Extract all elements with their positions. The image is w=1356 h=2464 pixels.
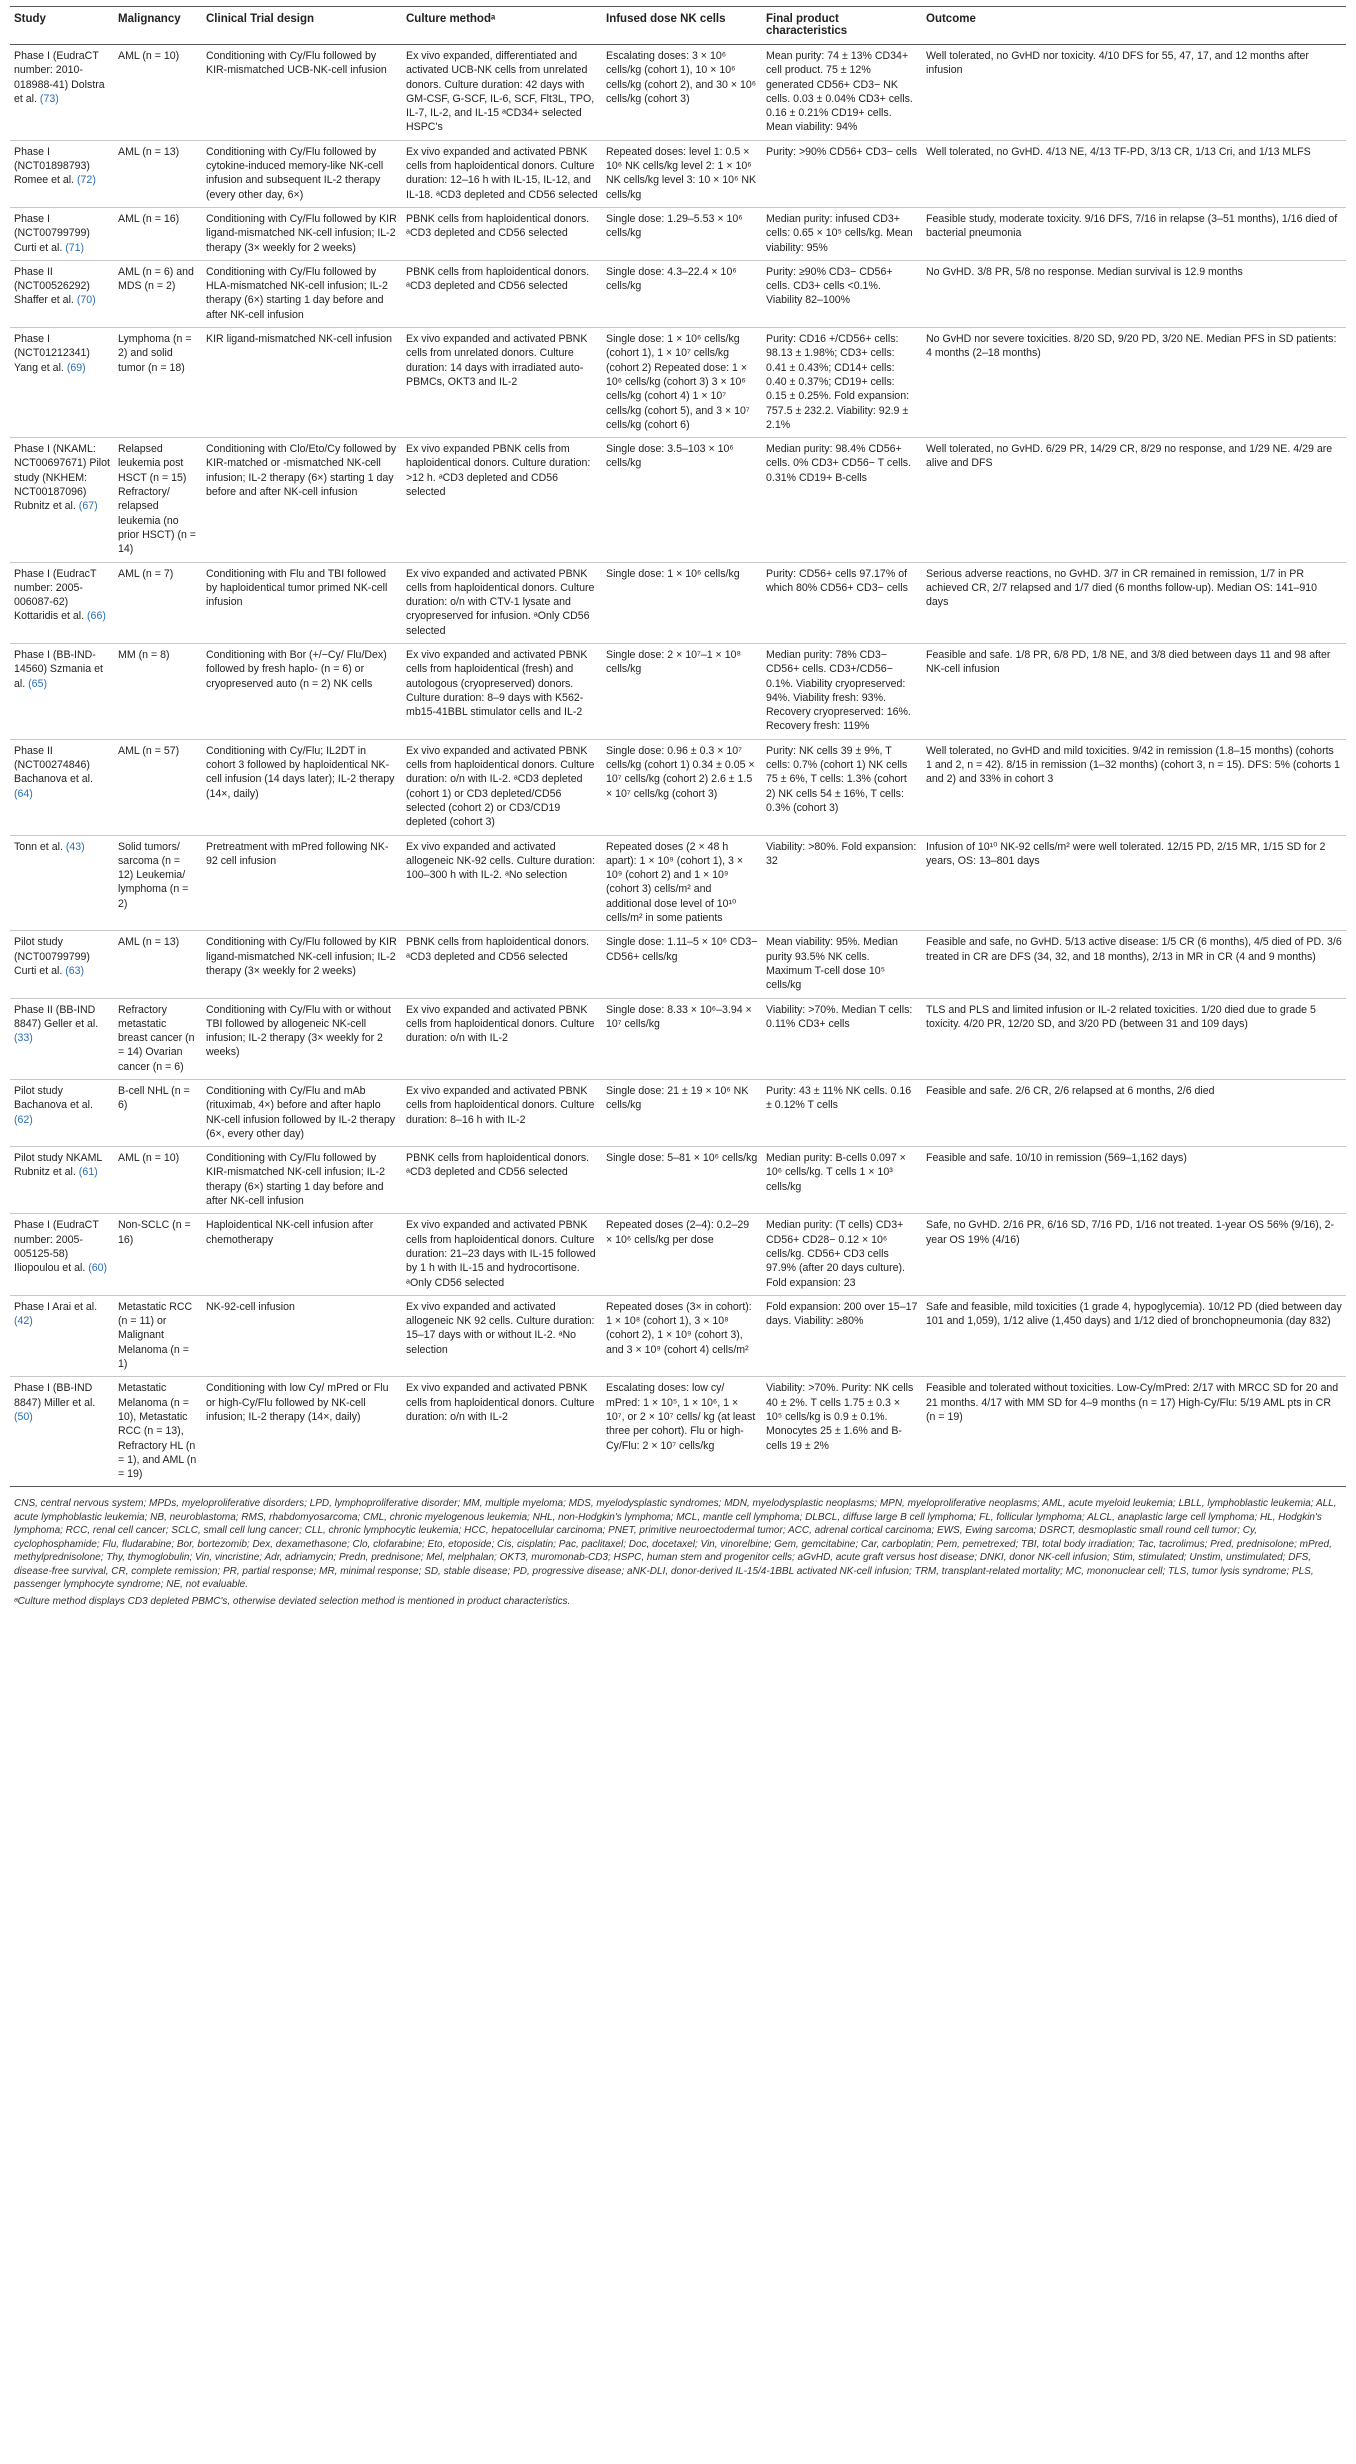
cell-malignancy-text: AML (n = 57) — [118, 744, 180, 757]
table-row — [10, 1214, 1346, 1295]
cell-culture — [402, 260, 602, 327]
table-row — [10, 1080, 1346, 1147]
cell-product-text: Viability: >70%. Purity: NK cells 40 ± 2%. T cells 1.75 ± 0.3 × 10⁵ cells/kg is 0.9 ± 0.1%. Monocytes 25 ± 1.6% and B-cells 19 ± 2% — [766, 1382, 914, 1452]
table-footnotes — [10, 1487, 1346, 1608]
cell-culture — [402, 140, 602, 207]
cell-design-text: Conditioning with Clo/Eto/Cy followed by KIR-matched or -mismatched NK-cell infusion; IL-2 therapy (6×) starting 1 day before and after NK-cell infusion — [206, 443, 397, 499]
cell-malignancy — [114, 45, 202, 141]
cell-study — [10, 207, 114, 260]
table-row — [10, 998, 1346, 1079]
cell-outcome-text: Safe and feasible, mild toxicities (1 grade 4, hypoglycemia). 10/12 PD (died between day 101 and 1,059), 1/12 alive (1,450 days) and 1/12 died of bronchopneumonia (day 832) — [926, 1300, 1342, 1328]
cell-design — [202, 1377, 402, 1487]
cell-outcome-text: Feasible and tolerated without toxicities. Low-Cy/mPred: 2/17 with MRCC SD for 20 and 21 months. 4/17 with MM SD for 4–9 months (n = 17) High-Cy/Flu: 5/19 AML pts in CR (n = 19) — [926, 1382, 1339, 1423]
cell-study-text: Tonn et al. — [14, 840, 63, 853]
cell-study-text: Phase I (EudraCT number: 2005-005125-58) Iliopoulou et al. — [14, 1219, 99, 1275]
cell-dose-text: Single dose: 1.11–5 × 10⁶ CD3− CD56+ cells/kg — [606, 936, 758, 963]
cell-malignancy — [114, 1080, 202, 1147]
cell-design — [202, 45, 402, 141]
header-dose: Infused dose NK cells — [602, 7, 762, 45]
table-page — [10, 0, 1346, 1608]
cell-product — [762, 140, 922, 207]
cell-malignancy-text: AML (n = 10) — [118, 50, 180, 62]
cell-malignancy-text: Metastatic Melanoma (n = 10), Metastatic RCC (n = 13), Refractory HL (n = 1), and AML (n = 19) — [118, 1382, 197, 1481]
cell-outcome — [922, 45, 1346, 141]
footnote-a: ᵃCulture method displays CD3 depleted PBMC's, otherwise deviated selection method is mentioned in product characteristics. — [14, 1595, 571, 1607]
table-row — [10, 1377, 1346, 1487]
cell-outcome — [922, 1377, 1346, 1487]
cell-product — [762, 328, 922, 438]
reference-link[interactable]: (69) — [66, 361, 86, 374]
cell-study-text: Phase II (NCT00274846) Bachanova et al. — [14, 744, 93, 786]
cell-dose-text: Escalating doses: low cy/ mPred: 1 × 10⁵, 1 × 10⁶, 1 × 10⁷, or 2 × 10⁷ cells/ kg (at least three per cohort). Flu or high-Cy/Flu: 2 × 10⁷ cells/kg — [606, 1382, 756, 1452]
cell-product — [762, 643, 922, 739]
table-row — [10, 1147, 1346, 1214]
cell-product — [762, 1214, 922, 1295]
cell-design-text: Haploidentical NK-cell infusion after chemotherapy — [206, 1219, 374, 1246]
cell-outcome — [922, 1080, 1346, 1147]
cell-design — [202, 1147, 402, 1214]
cell-dose — [602, 260, 762, 327]
cell-culture-text: Ex vivo expanded, differentiated and activated UCB-NK cells from unrelated donors. Culture duration: 42 days with GM-CSF, G-SCF, IL-6, SCF, Flt3L, TPO, IL-7, IL-2, and IL-15 ᵃCD34+ selected HSPC's — [406, 50, 595, 134]
cell-design-text: Conditioning with Cy/Flu; IL2DT in cohort 3 followed by haploidentical NK-cell infusion (14 days later); IL-2 therapy (14×, daily) — [206, 744, 395, 800]
footnote-abbreviations: CNS, central nervous system; MPDs, myeloproliferative disorders; LPD, lymphoproliferative disorder; MM, multiple myeloma; MDS, myelodysplastic syndromes; MDN, myelodysplastic neoplasms; MPN, myeloproliferative neoplasms; AML, acute myeloid leukemia; LBLL, lymphoblastic leukemia; ALL, acute lymphoblastic leukemia; NB, neuroblastoma; RMS, rhabdomyosarcoma; CML, chronic myelogenous leukemia; NHL, non-Hodgkin's lymphoma; MCL, mantle cell lymphoma; DLBCL, diffuse large B cell lymphoma; FL, follicular lymphoma; ALCL, anaplastic large cell lymphoma; HL, Hodgkin's lymphoma; RCC, renal cell cancer; SCLC, small cell lung cancer; CLL, chronic lymphocytic leukemia; HCC, hepatocellular carcinoma; PNET, primitive neuroectodermal tumor; ACC, adrenal cortical carcinoma; EWS, Ewing sarcoma; DSRCT, desmoplastic small round cell tumor; Cy, cyclophosphamide; Flu, fludarabine; Bor, bortezomib; Dex, dexamethasone; Clo, clofarabine; Eto, etoposide; Cis, cisplatin; Pac, paclitaxel; Doc, docetaxel; Vin, vinorelbine; Gem, gemcitabine; Car, carboplatin; Pem, pemetrexed; TBI, total body irradiation; Tac, tacrolimus; Pred, prednisolone; mPred, methylprednisolone; Thy, thymoglobulin; Vin, vincristine; Adr, adriamycin; Predn, prednisone; Mel, melphalan; OKT3, muromonab-CD3; HSPC, human stem and progenitor cells; aGvHD, acute graft versus host disease; DNKI, donor NK-cell infusion; Stim, stimulated; Unstim, unstimulated; DFS, disease-free survival, CR, complete remission; PR, partial response; MR, minimal response; SD, stable disease; PD, progressive disease; aNK-DLI, donor-derived IL-15/4-1BBL activated NK-cell infusion; TRM, transplant-related mortality; MC, mononuclear cell; TLS, tumor lysis syndrome; PLS, passenger lymphocyte syndrome; NE, not evaluable. — [14, 1498, 1337, 1591]
cell-outcome — [922, 438, 1346, 562]
cell-study-text: Phase I (NCT01898793) Romee et al. — [14, 145, 90, 187]
cell-malignancy-text: AML (n = 6) and MDS (n = 2) — [118, 265, 194, 293]
cell-study-text: Phase I (NKAML: NCT00697671) Pilot study (NKHEM: NCT00187096) Rubnitz et al. — [14, 443, 110, 513]
cell-dose-text: Single dose: 3.5–103 × 10⁶ cells/kg — [606, 443, 734, 470]
cell-outcome — [922, 1147, 1346, 1214]
cell-dose — [602, 1377, 762, 1487]
table-row — [10, 835, 1346, 931]
reference-link[interactable]: (73) — [39, 92, 59, 105]
cell-study — [10, 260, 114, 327]
clinical-trials-table — [10, 6, 1346, 1487]
cell-culture-text: PBNK cells from haploidentical donors. ᵃCD3 depleted and CD56 selected — [406, 265, 590, 293]
cell-study-text: Phase I (NCT01212341) Yang et al. — [14, 333, 90, 374]
reference-link[interactable]: (50) — [14, 1410, 33, 1423]
reference-link[interactable]: (43) — [65, 840, 85, 853]
cell-malignancy-text: AML (n = 10) — [118, 1152, 180, 1165]
cell-design-text: Conditioning with Cy/Flu followed by KIR-mismatched UCB-NK-cell infusion — [206, 50, 387, 77]
cell-design — [202, 835, 402, 931]
cell-product-text: Purity: CD56+ cells 97.17% of which 80% CD56+ CD3− cells — [766, 567, 908, 594]
reference-link[interactable]: (61) — [78, 1166, 98, 1179]
cell-study — [10, 45, 114, 141]
reference-link[interactable]: (65) — [28, 677, 47, 690]
table-row — [10, 140, 1346, 207]
cell-study-text: Phase I (NCT00799799) Curti et al. — [14, 212, 90, 254]
cell-culture — [402, 1295, 602, 1376]
cell-design — [202, 1295, 402, 1376]
cell-product — [762, 562, 922, 643]
cell-dose — [602, 739, 762, 835]
cell-malignancy — [114, 438, 202, 562]
cell-malignancy-text: Non-SCLC (n = 16) — [118, 1219, 191, 1246]
cell-outcome-text: Safe, no GvHD. 2/16 PR, 6/16 SD, 7/16 PD, 1/16 not treated. 1-year OS 56% (9/16), 2-year OS 19% (4/16) — [926, 1219, 1335, 1246]
cell-dose — [602, 931, 762, 998]
cell-study — [10, 438, 114, 562]
cell-dose-text: Single dose: 0.96 ± 0.3 × 10⁷ cells/kg (cohort 1) 0.34 ± 0.05 × 10⁷ cells/kg (cohort 2) 2.6 ± 1.5 × 10⁷ cells/kg (cohort 3) — [606, 744, 755, 800]
cell-malignancy — [114, 1295, 202, 1376]
cell-product-text: Viability: >80%. Fold expansion: 32 — [766, 840, 917, 867]
cell-outcome — [922, 328, 1346, 438]
cell-product — [762, 45, 922, 141]
cell-culture — [402, 45, 602, 141]
reference-link[interactable]: (42) — [14, 1315, 33, 1328]
cell-malignancy — [114, 328, 202, 438]
cell-outcome-text: Well tolerated, no GvHD nor toxicity. 4/10 DFS for 55, 47, 17, and 12 months after infusion — [926, 50, 1309, 77]
cell-outcome — [922, 1295, 1346, 1376]
reference-link[interactable]: (33) — [14, 1032, 33, 1045]
cell-product — [762, 1295, 922, 1376]
cell-outcome — [922, 207, 1346, 260]
cell-culture-text: Ex vivo expanded and activated PBNK cells from haploidentical donors. Culture duration: 12–16 h with IL-15, IL-12, and IL-18. ᵃCD3 depleted and CD56 selected — [406, 145, 598, 201]
cell-product-text: Fold expansion: 200 over 15–17 days. Viability: ≥80% — [766, 1300, 918, 1328]
cell-culture-text: Ex vivo expanded and activated PBNK cells from haploidentical donors. Culture duration: 21–23 days with IL-15 followed by 1 h with IL-15 and hydrocortisone. ᵃOnly CD56 selected — [406, 1219, 596, 1289]
cell-design-text: Conditioning with Flu and TBI followed by haploidentical tumor primed NK-cell infusion — [206, 567, 388, 609]
cell-product — [762, 438, 922, 562]
cell-dose — [602, 207, 762, 260]
cell-malignancy — [114, 998, 202, 1079]
header-malignancy: Malignancy — [114, 7, 202, 45]
cell-dose-text: Escalating doses: 3 × 10⁶ cells/kg (cohort 1), 10 × 10⁶ cells/kg (cohort 2), and 30 × 10⁶ cells/kg (cohort 3) — [606, 50, 757, 105]
cell-malignancy — [114, 207, 202, 260]
cell-design-text: Pretreatment with mPred following NK-92 cell infusion — [206, 840, 389, 867]
cell-dose-text: Repeated doses (2–4): 0.2–29 × 10⁶ cells/kg per dose — [606, 1219, 750, 1246]
cell-dose — [602, 643, 762, 739]
cell-product-text: Purity: NK cells 39 ± 9%, T cells: 0.7% (cohort 1) NK cells 75 ± 6%, T cells: 1.3% (cohort 2) NK cells 54 ± 16%, T cells: 0.3% (cohort 3) — [766, 744, 908, 814]
reference-link[interactable]: (60) — [88, 1262, 108, 1275]
cell-outcome-text: Feasible and safe. 1/8 PR, 6/8 PD, 1/8 NE, and 3/8 died between days 11 and 98 after NK-cell infusion — [926, 648, 1331, 676]
cell-design — [202, 328, 402, 438]
cell-design-text: Conditioning with Cy/Flu and mAb (rituximab, 4×) before and after haplo NK-cell infusion followed by IL-2 therapy (6×, every other day) — [206, 1085, 396, 1140]
reference-link[interactable]: (67) — [78, 500, 98, 513]
cell-design — [202, 260, 402, 327]
cell-outcome-text: Feasible and safe. 10/10 in remission (569–1,162 days) — [926, 1152, 1187, 1165]
cell-malignancy-text: MM (n = 8) — [118, 648, 170, 661]
cell-study — [10, 562, 114, 643]
table-row — [10, 1295, 1346, 1376]
cell-malignancy-text: Metastatic RCC (n = 11) or Malignant Melanoma (n = 1) — [118, 1300, 193, 1371]
cell-design-text: Conditioning with Cy/Flu followed by KIR-mismatched NK-cell infusion; IL-2 therapy (6×) starting 1 day before and after NK-cell infusion — [206, 1152, 385, 1208]
cell-design — [202, 1214, 402, 1295]
reference-link[interactable]: (62) — [14, 1113, 33, 1126]
table-row — [10, 260, 1346, 327]
reference-link[interactable]: (63) — [65, 964, 85, 977]
cell-outcome-text: Feasible study, moderate toxicity. 9/16 DFS, 7/16 in relapse (3–51 months), 1/16 died of bacterial pneumonia — [926, 212, 1338, 240]
cell-product — [762, 260, 922, 327]
cell-product-text: Median purity: 98.4% CD56+ cells. 0% CD3+ CD56− T cells. 0.31% CD19+ B-cells — [766, 443, 912, 484]
header-study: Study — [10, 7, 114, 45]
cell-product — [762, 1377, 922, 1487]
cell-outcome — [922, 998, 1346, 1079]
cell-product — [762, 207, 922, 260]
cell-product — [762, 998, 922, 1079]
reference-link[interactable]: (70) — [76, 294, 96, 307]
cell-product — [762, 931, 922, 998]
cell-dose — [602, 45, 762, 141]
cell-study — [10, 835, 114, 931]
cell-culture — [402, 643, 602, 739]
table-row — [10, 207, 1346, 260]
cell-product-text: Purity: ≥90% CD3− CD56+ cells. CD3+ cells <0.1%. Viability 82–100% — [766, 265, 893, 307]
header-product: Final product characteristics — [762, 7, 922, 45]
reference-link[interactable]: (66) — [87, 610, 106, 623]
cell-study-text: Pilot study NKAML Rubnitz et al. — [14, 1152, 102, 1179]
cell-outcome-text: Well tolerated, no GvHD. 4/13 NE, 4/13 TF-PD, 3/13 CR, 1/13 Cri, and 1/13 MLFS — [926, 145, 1311, 158]
cell-dose — [602, 328, 762, 438]
cell-malignancy-text: AML (n = 13) — [118, 145, 180, 158]
table-header-row — [10, 7, 1346, 45]
cell-study-text: Phase I (EudraCT number: 2010-018988-41) Dolstra et al. — [14, 50, 105, 105]
cell-culture — [402, 739, 602, 835]
cell-malignancy — [114, 140, 202, 207]
cell-culture-text: Ex vivo expanded and activated PBNK cells from haploidentical donors. Culture duration: o/n with IL-2 — [406, 1382, 595, 1423]
cell-dose-text: Repeated doses (3× in cohort): 1 × 10⁸ (cohort 1), 3 × 10⁸ (cohort 2), 1 × 10⁹ (cohort 3), and 3 × 10⁹ (cohort 4) cells/m² — [606, 1300, 752, 1356]
cell-product-text: Median purity: (T cells) CD3+ CD56+ CD28− 0.12 × 10⁶ cells/kg. CD56+ CD3 cells 97.9% (after 20 days culture). Fold expansion: 23 — [766, 1219, 905, 1289]
cell-outcome — [922, 739, 1346, 835]
cell-outcome-text: Well tolerated, no GvHD. 6/29 PR, 14/29 CR, 8/29 no response, and 1/29 NE. 4/29 are alive and DFS — [926, 443, 1333, 470]
cell-study-text: Pilot study (NCT00799799) Curti et al. — [14, 936, 90, 977]
cell-culture-text: Ex vivo expanded and activated allogeneic NK 92 cells. Culture duration: 15–17 days with or without IL-2. ᵃNo selection — [406, 1300, 595, 1356]
cell-malignancy-text: Relapsed leukemia post HSCT (n = 15) Refractory/ relapsed leukemia (no prior HSCT) (n = 14) — [118, 443, 196, 556]
cell-culture — [402, 438, 602, 562]
cell-malignancy-text: Lymphoma (n = 2) and solid tumor (n = 18) — [118, 333, 192, 374]
header-culture: Culture methodᵃ — [402, 7, 602, 45]
cell-design — [202, 562, 402, 643]
cell-dose — [602, 562, 762, 643]
cell-dose-text: Single dose: 21 ± 19 × 10⁶ NK cells/kg — [606, 1085, 749, 1112]
cell-dose — [602, 835, 762, 931]
cell-culture — [402, 1147, 602, 1214]
cell-product-text: Mean purity: 74 ± 13% CD34+ cell product. 75 ± 12% generated CD56+ CD3− NK cells. 0.03 ± 0.04% CD3+ cells. 0.16 ± 0.21% CD19+ cells. Mean viability: 94% — [766, 50, 913, 134]
cell-outcome-text: Feasible and safe. 2/6 CR, 2/6 relapsed at 6 months, 2/6 died — [926, 1085, 1215, 1097]
cell-study — [10, 998, 114, 1079]
cell-culture-text: Ex vivo expanded and activated PBNK cells from haploidentical donors. Culture duration: o/n with IL-2. ᵃCD3 depleted (cohort 1) or CD3 depleted/CD56 selected (cohort 2) or CD3/CD19 depleted (cohort 3) — [406, 744, 595, 829]
cell-product-text: Median purity: 78% CD3− CD56+ cells. CD3+/CD56− 0.1%. Viability cryopreserved: 94%. Viability fresh: 93%. Recovery cryopreserved: 16%. Recovery fresh: 119% — [766, 648, 911, 733]
cell-design — [202, 643, 402, 739]
cell-dose-text: Repeated doses (2 × 48 h apart): 1 × 10⁹ (cohort 1), 3 × 10⁹ (cohort 2) and 1 × 10⁹ (cohort 3) cells/m² and additional dose level of 10¹⁰ cells/m² in some patients — [606, 840, 744, 925]
cell-outcome-text: No GvHD nor severe toxicities. 8/20 SD, 9/20 PD, 3/20 NE. Median PFS in SD patients: 4 months (2–18 months) — [926, 333, 1337, 360]
cell-design — [202, 207, 402, 260]
cell-product-text: Purity: CD16 +/CD56+ cells: 98.13 ± 1.98%; CD3+ cells: 0.41 ± 0.43%; CD14+ cells: 0.40 ± 0.37%; CD19+ cells: 0.15 ± 0.25%. Fold expansion: 757.5 ± 232.2. Viability: 92.9 ± 2.1% — [766, 333, 910, 431]
table-row — [10, 328, 1346, 438]
cell-design-text: KIR ligand-mismatched NK-cell infusion — [206, 333, 393, 346]
cell-design-text: Conditioning with Cy/Flu followed by KIR ligand-mismatched NK-cell infusion; IL-2 therapy (3× weekly for 2 weeks) — [206, 936, 397, 977]
cell-design-text: Conditioning with Cy/Flu followed by KIR ligand-mismatched NK-cell infusion; IL-2 therapy (3× weekly for 2 weeks) — [206, 212, 397, 254]
cell-malignancy — [114, 835, 202, 931]
cell-product — [762, 1147, 922, 1214]
cell-malignancy — [114, 931, 202, 998]
cell-culture-text: Ex vivo expanded and activated PBNK cells from unrelated donors. Culture duration: 14 days with irradiated auto-PBMCs, OKT3 and IL-2 — [406, 333, 588, 388]
cell-design — [202, 1080, 402, 1147]
table-row — [10, 643, 1346, 739]
cell-dose-text: Single dose: 4.3–22.4 × 10⁶ cells/kg — [606, 265, 737, 293]
cell-study — [10, 1080, 114, 1147]
cell-malignancy — [114, 562, 202, 643]
cell-dose — [602, 1080, 762, 1147]
cell-dose — [602, 1295, 762, 1376]
cell-outcome — [922, 562, 1346, 643]
cell-culture-text: PBNK cells from haploidentical donors. ᵃCD3 depleted and CD56 selected — [406, 936, 590, 963]
cell-dose-text: Single dose: 1.29–5.53 × 10⁶ cells/kg — [606, 212, 743, 240]
cell-design — [202, 438, 402, 562]
cell-malignancy — [114, 643, 202, 739]
cell-outcome-text: TLS and PLS and limited infusion or IL-2 related toxicities. 1/20 died due to grade 5 toxicity. 4/20 PR, 12/20 SD, and 3/20 PD (between 31 and 109 days) — [926, 1003, 1316, 1030]
cell-study — [10, 1377, 114, 1487]
cell-study-text: Phase II (NCT00526292) Shaffer et al. — [14, 265, 90, 307]
reference-link[interactable]: (64) — [14, 787, 33, 800]
cell-dose — [602, 140, 762, 207]
cell-design-text: NK-92-cell infusion — [206, 1300, 295, 1313]
cell-outcome — [922, 643, 1346, 739]
header-design: Clinical Trial design — [202, 7, 402, 45]
cell-dose-text: Single dose: 8.33 × 10⁶–3.94 × 10⁷ cells/kg — [606, 1003, 752, 1030]
cell-outcome — [922, 1214, 1346, 1295]
cell-product-text: Median purity: infused CD3+ cells: 0.65 × 10⁵ cells/kg. Mean viability: 95% — [766, 212, 913, 254]
cell-culture-text: Ex vivo expanded PBNK cells from haploidentical donors. Culture duration: >12 h. ᵃCD3 depleted and CD56 selected — [406, 443, 591, 499]
cell-dose-text: Single dose: 5–81 × 10⁶ cells/kg — [606, 1152, 758, 1165]
cell-study — [10, 739, 114, 835]
cell-product — [762, 739, 922, 835]
cell-dose — [602, 1147, 762, 1214]
cell-malignancy-text: AML (n = 7) — [118, 567, 174, 580]
cell-product-text: Purity: >90% CD56+ CD3− cells — [766, 145, 918, 158]
cell-culture — [402, 1377, 602, 1487]
cell-design-text: Conditioning with Bor (+/−Cy/ Flu/Dex) followed by fresh haplo- (n = 6) or cryopreserved auto (n = 2) NK cells — [206, 648, 387, 690]
cell-dose-text: Repeated doses: level 1: 0.5 × 10⁶ NK cells/kg level 2: 1 × 10⁶ NK cells/kg level 3: 10 × 10⁶ NK cells/kg — [606, 145, 757, 201]
cell-study — [10, 328, 114, 438]
cell-design-text: Conditioning with Cy/Flu with or without TBI followed by allogeneic NK-cell infusion; IL-2 therapy (3× weekly for 2 weeks) — [206, 1003, 391, 1059]
cell-culture — [402, 328, 602, 438]
cell-dose-text: Single dose: 1 × 10⁶ cells/kg — [606, 567, 740, 580]
cell-malignancy-text: B-cell NHL (n = 6) — [118, 1085, 190, 1112]
cell-malignancy-text: AML (n = 16) — [118, 212, 180, 225]
cell-design-text: Conditioning with Cy/Flu followed by HLA-mismatched NK-cell infusion; IL-2 therapy (6×) starting 1 day before and after NK-cell infusion — [206, 265, 388, 321]
cell-design-text: Conditioning with Cy/Flu followed by cytokine-induced memory-like NK-cell infusion and subsequent IL-2 therapy (every other day, 6×) — [206, 145, 384, 201]
cell-study — [10, 931, 114, 998]
cell-malignancy — [114, 1214, 202, 1295]
cell-malignancy — [114, 1147, 202, 1214]
cell-study — [10, 1295, 114, 1376]
cell-product — [762, 1080, 922, 1147]
cell-outcome — [922, 931, 1346, 998]
table-row — [10, 931, 1346, 998]
cell-culture — [402, 1080, 602, 1147]
cell-culture — [402, 562, 602, 643]
cell-design — [202, 140, 402, 207]
cell-culture-text: Ex vivo expanded and activated PBNK cells from haploidentical (fresh) and autologous (cryopreserved) donors. Culture duration: 8–9 days with K562-mb15-41BBL stimulator cells and IL-2 — [406, 648, 588, 719]
cell-study — [10, 1214, 114, 1295]
cell-culture — [402, 998, 602, 1079]
cell-product-text: Median purity: B-cells 0.097 × 10⁶ cells/kg. T cells 1 × 10³ cells/kg — [766, 1152, 906, 1193]
cell-outcome — [922, 260, 1346, 327]
cell-culture-text: Ex vivo expanded and activated PBNK cells from haploidentical donors. Culture duration: o/n with CTV-1 lysate and cryopreserved for infusion. ᵃOnly CD56 selected — [406, 567, 595, 637]
table-body — [10, 45, 1346, 1487]
cell-culture — [402, 835, 602, 931]
cell-study — [10, 140, 114, 207]
cell-culture — [402, 1214, 602, 1295]
table-row — [10, 45, 1346, 141]
cell-culture — [402, 931, 602, 998]
cell-outcome-text: Infusion of 10¹⁰ NK-92 cells/m² were well tolerated. 12/15 PD, 2/15 MR, 1/15 SD for 2 years, OS: 13–801 days — [926, 840, 1326, 867]
cell-study-text: Phase I Arai et al. — [14, 1300, 98, 1313]
cell-dose — [602, 1214, 762, 1295]
cell-outcome-text: Feasible and safe, no GvHD. 5/13 active disease: 1/5 CR (6 months), 4/5 died of PD. 3/6 treated in CR are DFS (34, 32, and 18 months), 2/13 in MR in CR (4 and 9 months) — [926, 936, 1342, 963]
cell-design — [202, 931, 402, 998]
cell-design — [202, 739, 402, 835]
cell-product-text: Mean viability: 95%. Median purity 93.5% NK cells. Maximum T-cell dose 10⁵ cells/kg — [766, 936, 898, 992]
cell-culture — [402, 207, 602, 260]
table-row — [10, 438, 1346, 562]
cell-dose-text: Single dose: 2 × 10⁷–1 × 10⁸ cells/kg — [606, 648, 741, 676]
cell-dose-text: Single dose: 1 × 10⁶ cells/kg (cohort 1), 1 × 10⁷ cells/kg (cohort 2) Repeated dose: 1 × 10⁶ cells/kg (cohort 3) 3 × 10⁶ cells/kg (cohort 4) 1 × 10⁷ cells/kg (cohort 5), and 3 × 10⁷ cells/kg (cohort 6) — [606, 333, 750, 431]
cell-culture-text: PBNK cells from haploidentical donors. ᵃCD3 depleted and CD56 selected — [406, 1152, 590, 1179]
cell-culture-text: PBNK cells from haploidentical donors. ᵃCD3 depleted and CD56 selected — [406, 212, 590, 240]
cell-outcome-text: Serious adverse reactions, no GvHD. 3/7 in CR remained in remission, 1/7 in PR achieved CR, 2/7 relapsed and 1/7 died (6 months follow-up). Median OS: 141–910 days — [926, 567, 1318, 609]
cell-culture-text: Ex vivo expanded and activated allogeneic NK-92 cells. Culture duration: 100–300 h with IL-2. ᵃNo selection — [406, 840, 596, 882]
cell-outcome — [922, 140, 1346, 207]
cell-malignancy-text: Solid tumors/ sarcoma (n = 12) Leukemia/ lymphoma (n = 2) — [118, 840, 189, 910]
reference-link[interactable]: (72) — [77, 174, 96, 187]
table-row — [10, 562, 1346, 643]
cell-design — [202, 998, 402, 1079]
cell-malignancy-text: Refractory metastatic breast cancer (n = 14) Ovarian cancer (n = 6) — [118, 1003, 195, 1073]
cell-study-text: Phase I (BB-IND-14560) Szmania et al. — [14, 648, 103, 690]
cell-study-text: Phase I (EudracT number: 2005-006087-62) Kottaridis et al. — [14, 567, 97, 623]
cell-outcome — [922, 835, 1346, 931]
cell-dose — [602, 438, 762, 562]
cell-culture-text: Ex vivo expanded and activated PBNK cells from haploidentical donors. Culture duration: o/n with IL-2 — [406, 1003, 595, 1045]
cell-dose — [602, 998, 762, 1079]
cell-outcome-text: No GvHD. 3/8 PR, 5/8 no response. Median survival is 12.9 months — [926, 265, 1243, 278]
cell-study-text: Phase II (BB-IND 8847) Geller et al. — [14, 1003, 99, 1030]
cell-product-text: Viability: >70%. Median T cells: 0.11% CD3+ cells — [766, 1003, 913, 1030]
cell-study-text: Pilot study Bachanova et al. — [14, 1085, 93, 1112]
cell-malignancy — [114, 260, 202, 327]
cell-study-text: Phase I (BB-IND 8847) Miller et al. — [14, 1382, 96, 1409]
cell-culture-text: Ex vivo expanded and activated PBNK cells from haploidentical donors. Culture duration: 8–16 h with IL-2 — [406, 1085, 595, 1126]
cell-malignancy — [114, 739, 202, 835]
cell-design-text: Conditioning with low Cy/ mPred or Flu or high-Cy/Flu followed by NK-cell infusion; IL-2 therapy (14×, daily) — [206, 1382, 389, 1423]
table-row — [10, 739, 1346, 835]
cell-malignancy-text: AML (n = 13) — [118, 936, 180, 949]
cell-study — [10, 643, 114, 739]
cell-study — [10, 1147, 114, 1214]
reference-link[interactable]: (71) — [65, 241, 85, 254]
cell-product — [762, 835, 922, 931]
cell-outcome-text: Well tolerated, no GvHD and mild toxicities. 9/42 in remission (1.8–15 months) (cohorts 1 and 2, n = 42). 8/15 in remission (1–32 months) (cohort 3, n = 15). DFS: 5% (cohorts 1 and 2) and 33% in cohort 3 — [926, 744, 1340, 786]
header-outcome: Outcome — [922, 7, 1346, 45]
cell-product-text: Purity: 43 ± 11% NK cells. 0.16 ± 0.12% T cells — [766, 1085, 912, 1112]
cell-malignancy — [114, 1377, 202, 1487]
